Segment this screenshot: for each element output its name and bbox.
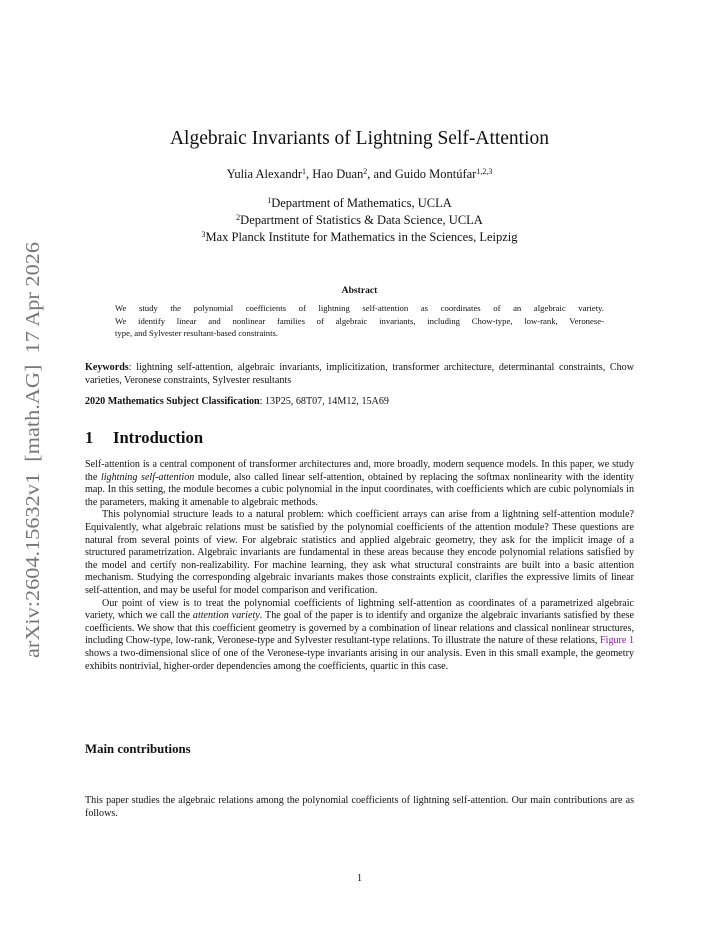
- affil-text: Max Planck Institute for Mathematics in the Sciences, Leipzig: [205, 230, 518, 244]
- author-affil-marker: 2: [363, 167, 368, 176]
- abstract-heading: Abstract: [341, 285, 378, 296]
- paragraph: [85, 598, 634, 674]
- text-run: module, also called linear self-attention, obtained by replacing the softmax nonlinearity with the identity map. In this setting, the module becomes a cubic polynomial in the input coordinates, with coefficients which are cubic polynomials in the parameters, making it amenable to algebraic methods.: [85, 471, 634, 508]
- abstract-body: [115, 302, 604, 340]
- text-run: Self-attention is a central component of transformer architectures and, more broadly, modern sequence models. In this paper, we study the: [85, 459, 634, 483]
- affiliation: [85, 230, 634, 245]
- msc-label: 2020 Mathematics Subject Classification: [85, 396, 260, 407]
- keywords-text: : lightning self-attention, algebraic invariants, implicitization, transformer architecture, determinantal constraints, Chow varieties, Veronese constraints, Sylvester resultants: [85, 362, 634, 387]
- abstract-line: We identify linear and nonlinear families of algebraic invariants, including Chow-type, low-rank, Veronese-: [115, 315, 604, 326]
- paragraph: [85, 459, 634, 509]
- text-run: shows a two-dimensional slice of one of the Veronese-type invariants arising in our analysis. Even in this small example, the geometry exhibits nontrivial, higher-order dependencies among the coefficients, quartic in this case.: [85, 647, 634, 672]
- section-number: 1: [85, 428, 94, 447]
- section-title: Introduction: [113, 428, 204, 447]
- paragraph: This paper studies the algebraic relations among the polynomial coefficients of lightning self-attention. Our main contributions are as follows.: [85, 795, 634, 819]
- author-affil-marker: 1,2,3: [476, 167, 493, 176]
- author-separator: , and: [367, 167, 395, 181]
- author-name: Yulia Alexandr: [226, 167, 303, 181]
- emphasis: lightning self-attention: [100, 471, 195, 483]
- author-affil-marker: 1: [302, 167, 307, 176]
- affil-marker: 1: [267, 196, 272, 205]
- author-name: Hao Duan: [312, 167, 364, 181]
- affil-text: Department of Statistics & Data Science, UCLA: [240, 213, 483, 227]
- text-run: . The goal of the paper is to identify and organize the algebraic invariants satisfied by these coefficients. We show that this coefficient geometry is governed by a combination of linear relations and classical nonlinear structures, including Chow-type, low-rank, Veronese-type and Sylvester resultant-type relations. To illustrate the nature of these relations,: [85, 610, 634, 647]
- msc-text: : 13P25, 68T07, 14M12, 15A69: [259, 396, 389, 407]
- subsection-heading: Main contributions: [85, 742, 191, 756]
- author-list: [85, 167, 634, 182]
- affil-marker: 2: [236, 213, 241, 222]
- keywords: [85, 361, 634, 388]
- affil-marker: 3: [201, 230, 206, 239]
- arxiv-stamp-text: arXiv:2604.15632v1 [math.AG] 17 Apr 2026: [22, 275, 44, 658]
- page-number: 1: [356, 873, 363, 884]
- keywords-label: Keywords: [85, 362, 129, 373]
- arxiv-stamp: [8, 240, 48, 660]
- paper-title: Algebraic Invariants of Lightning Self-Attention: [169, 128, 550, 149]
- intro-body: [85, 459, 634, 673]
- figure-link[interactable]: Figure 1: [600, 635, 634, 647]
- author-separator: ,: [306, 167, 313, 181]
- abstract-line: type, and Sylvester resultant-based constraints.: [115, 328, 279, 339]
- affiliation: [85, 213, 634, 228]
- abstract-line: We study the polynomial coefficients of lightning self-attention as coordinates of an algebraic variety.: [115, 303, 604, 313]
- affiliation: [85, 196, 634, 211]
- author-name: Guido Montúfar: [394, 167, 477, 181]
- section-heading: [85, 428, 203, 448]
- emphasis: attention variety: [192, 610, 260, 622]
- affil-text: Department of Mathematics, UCLA: [271, 196, 452, 210]
- msc-classification: [85, 396, 634, 407]
- paragraph: This polynomial structure leads to a natural problem: which coefficient arrays can arise from a lightning self-attention module? Equivalently, what algebraic relations must be satisfied by the polynomial coefficients of the attention module? These questions are natural from several points of view. For algebraic statistics and applied algebraic geometry, they ask for the implicit image of a structured parametrization. Algebraic invariants are fundamental in these areas because they encode polynomial relations satisfied by the model and certify non-realizability. For machine learning, they ask what structural constraints are built into a basic attention mechanism. Studying the corresponding algebraic invariants makes those constraints explicit, clarifies the expressive limits of linear self-attention, and may be useful for model comparison and verification.: [85, 509, 634, 596]
- text-run: Our point of view is to treat the polynomial coefficients of lightning self-attention as coordinates of a parametrized algebraic variety, which we call the: [85, 597, 634, 622]
